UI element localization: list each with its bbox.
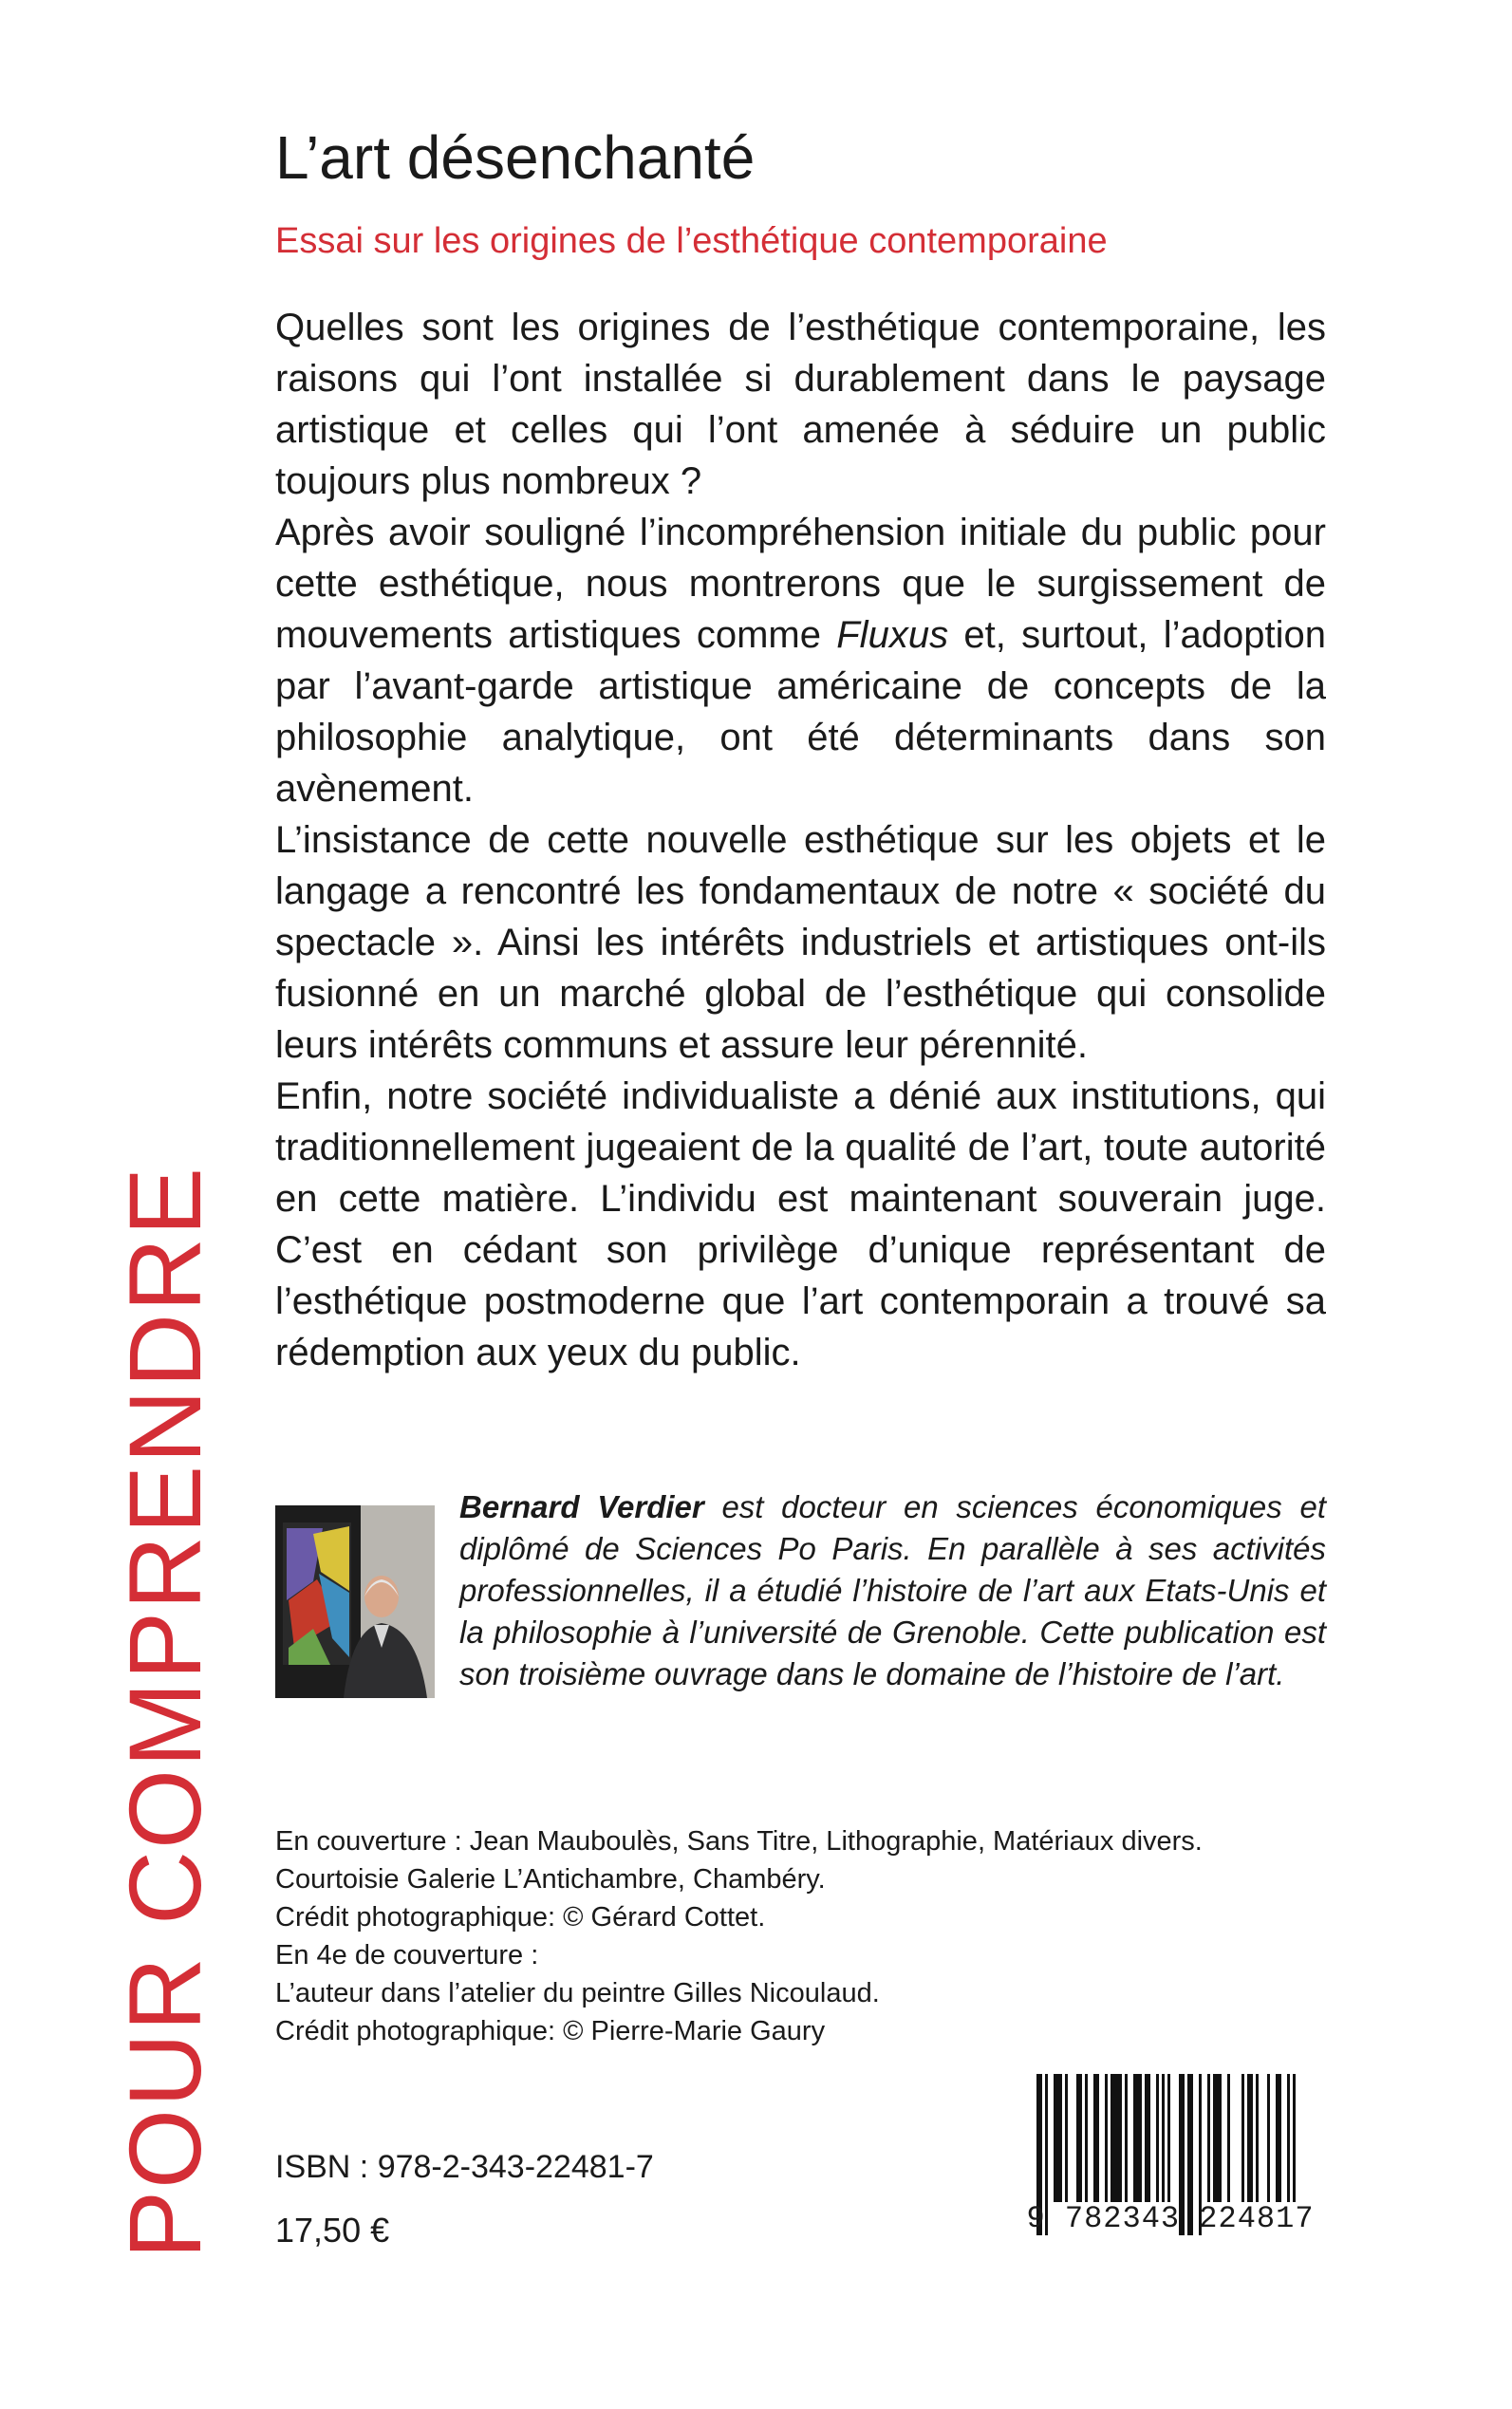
book-subtitle: Essai sur les origines de l’esthétique contemporaine	[275, 221, 1108, 261]
blurb-p2-start: Après avoir souligné l’incompréhension initiale du public pour cette esthétique, nous montrerons que le surgissement de mouvements artistiques comme	[275, 512, 1326, 656]
barcode-graphic	[1033, 2074, 1308, 2290]
credit-line: En couverture : Jean Mauboulès, Sans Titre, Lithographie, Matériaux divers.	[275, 1826, 1203, 1857]
barcode-bar	[1093, 2074, 1099, 2202]
author-bio	[459, 1486, 1326, 1695]
barcode-digits: 9 782343 224817	[1026, 2201, 1315, 2236]
blurb-paragraph-2	[275, 507, 1326, 814]
barcode-bar	[1133, 2074, 1142, 2202]
book-title: L’art désenchanté	[275, 123, 756, 192]
series-label: POUR COMPRENDRE	[107, 1165, 222, 2259]
barcode-bar	[1105, 2074, 1108, 2202]
barcode-bar	[1207, 2074, 1210, 2202]
barcode-bar	[1111, 2074, 1122, 2202]
blurb-paragraph-4: Enfin, notre société individualiste a dénié aux institutions, qui traditionnellement jugeaient de la qualité de l’art, toute autorité en cette matière. L’individu est maintenant souverain juge. C’est en cédant son privilège d’unique représentant de l’esthétique postmoderne que l’art contemporain a trouvé sa rédemption aux yeux du public.	[275, 1075, 1326, 1373]
blurb-paragraph-1: Quelles sont les origines de l’esthétique contemporaine, les raisons qui l’ont installée si durablement dans le paysage artistique et celles qui l’ont amenée à séduire un public toujours plus nombreux ?	[275, 307, 1326, 502]
barcode-bar	[1076, 2074, 1082, 2202]
credit-line: En 4e de couverture :	[275, 1940, 539, 1970]
credit-line: L’auteur dans l’atelier du peintre Gilles Nicoulaud.	[275, 1978, 880, 2008]
barcode-bar	[1227, 2074, 1230, 2202]
credit-line: Crédit photographique: © Gérard Cottet.	[275, 1902, 766, 1933]
barcode-bar	[1213, 2074, 1222, 2202]
barcode-bar	[1162, 2074, 1165, 2202]
barcode-bar	[1145, 2074, 1150, 2202]
barcode-bar	[1276, 2074, 1281, 2202]
barcode-bar	[1085, 2074, 1088, 2202]
author-bio-text: est docteur en sciences économiques et diplômé de Sciences Po Paris. En parallèle à ses activités professionnelles, il a étudié l’histoire de l’art aux Etats-Unis et la philosophie à l’université de Grenoble. Cette publication est son troisième ouvrage dans le domaine de l’histoire de l’art.	[459, 1489, 1326, 1691]
barcode-bar	[1065, 2074, 1068, 2202]
fluxus-emphasis: Fluxus	[836, 614, 949, 656]
barcode-bar	[1287, 2074, 1290, 2202]
cover-credits	[275, 1822, 1203, 2050]
barcode-bar	[1247, 2074, 1253, 2202]
blurb-paragraph-3: L’insistance de cette nouvelle esthétique sur les objets et le langage a rencontré les fondamentaux de notre « société du spectacle ». Ainsi les intérêts industriels et artistiques ont-ils fusionné en un marché global de l’esthétique qui consolide leurs intérêts communs et assure leur pérennité.	[275, 819, 1326, 1066]
barcode-bar	[1167, 2074, 1170, 2202]
isbn: ISBN : 978-2-343-22481-7	[275, 2149, 654, 2185]
author-photo	[275, 1505, 435, 1698]
blurb-p2-end: et, surtout, l’adoption par l’avant-garde artistique américaine de concepts de la philosophie analytique, ont été déterminants dans son avènement.	[275, 614, 1327, 810]
barcode-bar	[1241, 2074, 1244, 2202]
barcode-bar	[1293, 2074, 1296, 2202]
barcode-bar	[1267, 2074, 1270, 2202]
author-name: Bernard Verdier	[459, 1489, 704, 1524]
barcode-bar	[1256, 2074, 1259, 2202]
barcode-bar	[1054, 2074, 1062, 2202]
credit-line: Courtoisie Galerie L’Antichambre, Chambéry.	[275, 1864, 826, 1895]
barcode-bar	[1125, 2074, 1128, 2202]
price: 17,50 €	[275, 2211, 390, 2250]
credit-line: Crédit photographique: © Pierre-Marie Gaury	[275, 2016, 826, 2046]
back-cover-blurb	[275, 302, 1326, 1378]
barcode-bar	[1156, 2074, 1159, 2202]
